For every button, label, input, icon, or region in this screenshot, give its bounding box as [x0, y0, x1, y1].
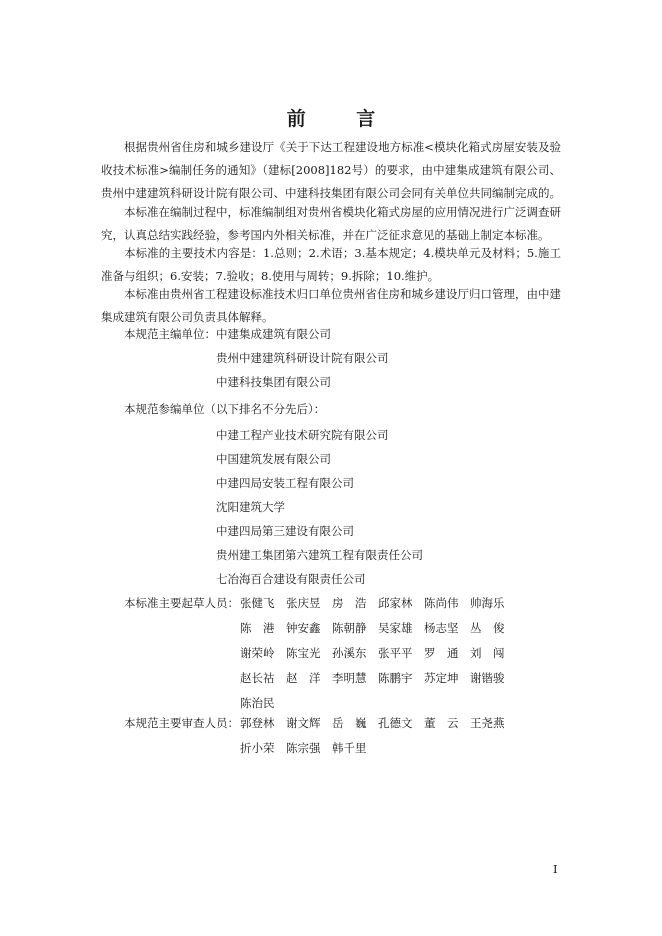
reviewer-name: 董 云 [424, 715, 459, 730]
drafter-name: 赵 洋 [286, 670, 321, 685]
participating-unit-item: 中建四局安装工程有限公司 [216, 476, 354, 490]
drafter-name: 钟安鑫 [286, 620, 321, 635]
reviewer-name: 韩千里 [332, 740, 367, 755]
preface-paragraph-1: 根据贵州省住房和城乡建设厅《关于下达工程建设地方标准<模块化箱式房屋安装及验收技术标准>编制任务的通知》（建标[2008]182号）的要求，由中建集成建筑有限公司、贵州中建建筑科研设计院有限公司、中建科技集团有限公司会同有关单位共同编制完成的。 [101, 140, 561, 200]
drafter-name: 陈宝光 [286, 645, 321, 660]
page-title: 前 言 [286, 108, 398, 130]
reviewers-label: 本规范主要审查人员： [124, 716, 239, 730]
reviewer-name: 郭登林 [240, 715, 275, 730]
drafters-row [240, 640, 530, 665]
preface-paragraph-2: 本标准在编制过程中，标准编制组对贵州省模块化箱式房屋的应用情况进行广泛调查研究，认真总结实践经验，参考国内外相关标准，并在广泛征求意见的基础上制定本标准。 [101, 205, 561, 242]
drafter-name: 谢荣岭 [240, 645, 275, 660]
drafter-name: 陈 港 [240, 620, 275, 635]
reviewer-name: 折小荣 [240, 740, 275, 755]
drafters-label: 本标准主要起草人员： [124, 596, 239, 610]
participating-unit-item: 贵州建工集团第六建筑工程有限责任公司 [216, 548, 423, 562]
drafter-name: 邱家林 [378, 595, 413, 610]
drafters-list [240, 590, 530, 715]
drafter-name: 陈鹏宇 [378, 670, 413, 685]
participating-unit-item: 中建四局第三建设有限公司 [216, 524, 354, 538]
chief-unit-item: 中建科技集团有限公司 [216, 375, 331, 389]
reviewers-list [240, 710, 530, 760]
drafter-name: 孙溪东 [332, 645, 367, 660]
reviewers-row [240, 710, 530, 735]
reviewers-row [240, 735, 530, 760]
participating-unit-item: 中建工程产业技术研究院有限公司 [216, 428, 389, 442]
reviewer-name: 岳 巍 [332, 715, 367, 730]
drafter-name: 帅海乐 [470, 595, 505, 610]
participating-unit-item: 中国建筑发展有限公司 [216, 452, 331, 466]
reviewer-name: 王尧燕 [470, 715, 505, 730]
drafter-name: 陈朝静 [332, 620, 367, 635]
chief-units-label: 本规范主编单位： [124, 327, 216, 341]
participating-units-label: 本规范参编单位（以下排名不分先后）： [124, 402, 326, 416]
drafter-name: 谢锴骏 [470, 670, 505, 685]
reviewer-name: 谢文辉 [286, 715, 321, 730]
reviewer-name: 孔德文 [378, 715, 413, 730]
drafters-row [240, 590, 530, 615]
preface-paragraph-4: 本标准由贵州省工程建设标准技术归口单位贵州省住房和城乡建设厅归口管理，由中建集成建筑有限公司负责具体解释。 [101, 287, 561, 324]
drafter-name: 房 浩 [332, 595, 367, 610]
chief-unit-item: 中建集成建筑有限公司 [216, 327, 331, 341]
drafters-row [240, 615, 530, 640]
drafter-name: 陈尚伟 [424, 595, 459, 610]
drafter-name: 张庆昱 [286, 595, 321, 610]
participating-unit-item: 沈阳建筑大学 [216, 500, 285, 514]
drafters-row [240, 665, 530, 690]
preface-paragraph-3: 本标准的主要技术内容是：1.总则；2.术语；3.基本规定；4.模块单元及材料；5.施工准备与组织；6.安装；7.验收；8.使用与周转；9.拆除；10.维护。 [101, 246, 561, 283]
drafter-name: 吴家雄 [378, 620, 413, 635]
drafter-name: 罗 通 [424, 645, 459, 660]
chief-unit-item: 贵州中建建筑科研设计院有限公司 [216, 351, 389, 365]
drafter-name: 苏定坤 [424, 670, 459, 685]
drafter-name: 丛 俊 [470, 620, 505, 635]
drafter-name: 陈治民 [240, 695, 275, 710]
page-number: I [553, 862, 558, 876]
reviewer-name: 陈宗强 [286, 740, 321, 755]
participating-unit-item: 七冶海百合建设有限责任公司 [216, 572, 366, 586]
drafter-name: 赵长祜 [240, 670, 275, 685]
drafter-name: 杨志坚 [424, 620, 459, 635]
drafter-name: 张平平 [378, 645, 413, 660]
drafter-name: 张健飞 [240, 595, 275, 610]
drafter-name: 刘 闯 [470, 645, 505, 660]
drafter-name: 李明慧 [332, 670, 367, 685]
